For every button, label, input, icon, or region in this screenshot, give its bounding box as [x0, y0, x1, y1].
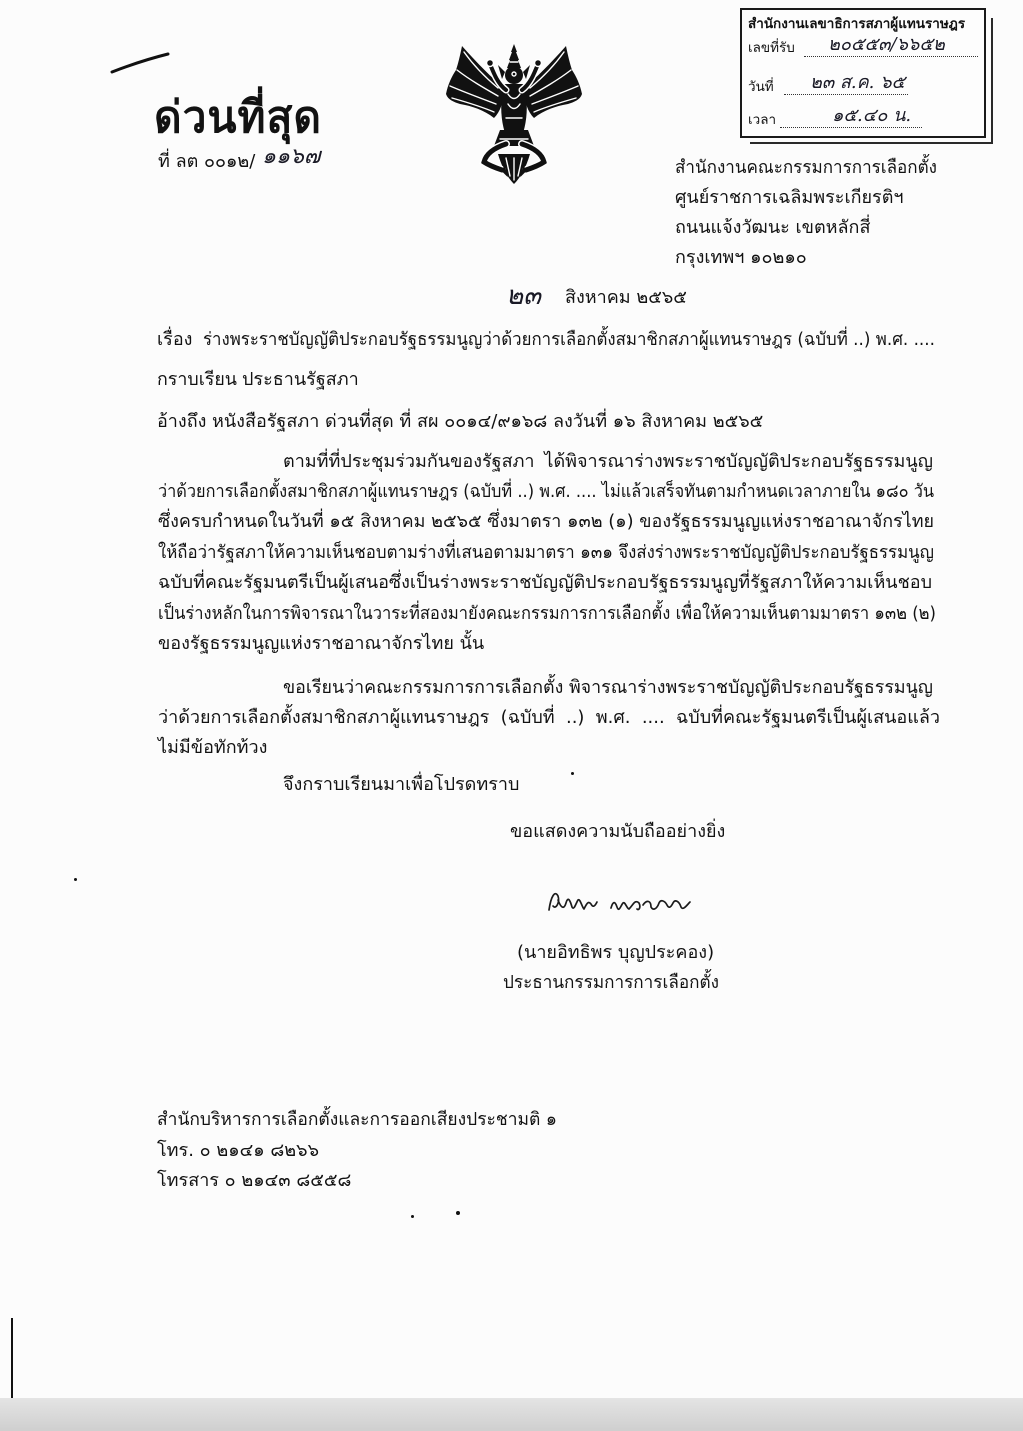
- scan-speck: [456, 1211, 460, 1215]
- stamp-time-value: ๑๕.๔๐ น.: [832, 105, 912, 126]
- footer-phone: โทร. ๐ ๒๑๔๑ ๘๒๖๖: [157, 1140, 320, 1161]
- recipient-text: ประธานรัฐสภา: [242, 369, 359, 390]
- body-line: ตามที่ที่ประชุมร่วมกันของรัฐสภา ได้พิจารณาร่างพระราชบัญญัติประกอบรัฐธรรมนูญ: [283, 451, 934, 472]
- receipt-stamp: [740, 8, 986, 138]
- footer-fax: โทรสาร ๐ ๒๑๔๓ ๘๕๕๘: [157, 1170, 352, 1191]
- subject-text: ร่างพระราชบัญญัติประกอบรัฐธรรมนูญว่าด้วยการเลือกตั้งสมาชิกสภาผู้แทนราษฎร (ฉบับที่ ..) พ.ศ. ....: [203, 329, 935, 350]
- closing-salutation: ขอแสดงความนับถืออย่างยิ่ง: [510, 821, 726, 842]
- body-line: ฉบับที่คณะรัฐมนตรีเป็นผู้เสนอซึ่งเป็นร่างพระราชบัญญัติประกอบรัฐธรรมนูญที่รัฐสภาให้ความเห็นชอบ: [158, 572, 933, 593]
- closing-statement: จึงกราบเรียนมาเพื่อโปรดทราบ: [283, 774, 520, 795]
- date-month-year: สิงหาคม ๒๕๖๕: [565, 287, 687, 308]
- stamp-office: สำนักงานเลขาธิการสภาผู้แทนราษฎร: [748, 16, 966, 32]
- date-day-handwritten: ๒๓: [506, 281, 541, 311]
- footer-department: สำนักบริหารการเลือกตั้งและการออกเสียงประชามติ ๑: [157, 1109, 558, 1130]
- body-line: เป็นร่างหลักในการพิจารณาในวาระที่สองมายังคณะกรรมการการเลือกตั้ง เพื่อให้ความเห็นตามมาตรา ๑๓๒ (๒): [158, 603, 937, 624]
- address-line: ศูนย์ราชการเฉลิมพระเกียรติฯ: [675, 187, 904, 208]
- scan-speck: [571, 772, 574, 775]
- scan-speck: [74, 878, 77, 881]
- body-line: ว่าด้วยการเลือกตั้งสมาชิกสภาผู้แทนราษฎร (ฉบับที่ ..) พ.ศ. .... ไม่แล้วเสร็จทันตามกำหนดเวลาภายใน ๑๘๐ วัน: [158, 481, 935, 502]
- scan-speck: [411, 1215, 414, 1218]
- urgency-heading: ด่วนที่สุด: [154, 92, 322, 143]
- document-number-handwritten: ๑๑๖๗: [262, 144, 321, 169]
- reference-text: หนังสือรัฐสภา ด่วนที่สุด ที่ สผ ๐๐๑๔/๙๑๖๘ ลงวันที่ ๑๖ สิงหาคม ๒๕๖๕: [212, 411, 764, 432]
- body-line: ไม่มีข้อทักท้วง: [158, 737, 268, 758]
- document-number-prefix: ที่ ลต ๐๐๑๒/: [158, 151, 256, 172]
- stamp-number-value: ๒๐๕๕๓/๖๖๕๒: [828, 34, 945, 55]
- signature: [545, 886, 695, 924]
- reference-label: อ้างถึง: [157, 411, 207, 432]
- stamp-number-label: เลขที่รับ: [748, 40, 795, 56]
- body-line: ขอเรียนว่าคณะกรรมการการเลือกตั้ง พิจารณาร่างพระราชบัญญัติประกอบรัฐธรรมนูญ: [283, 677, 933, 698]
- recipient-label: กราบเรียน: [157, 369, 237, 390]
- address-line: สำนักงานคณะกรรมการการเลือกตั้ง: [675, 157, 938, 178]
- stamp-time-label: เวลา: [748, 112, 777, 128]
- stamp-date-label: วันที่: [748, 79, 774, 95]
- address-line: ถนนแจ้งวัฒนะ เขตหลักสี่: [675, 217, 871, 238]
- signatory-position: ประธานกรรมการการเลือกตั้ง: [503, 972, 719, 993]
- scan-bottom-band: [0, 1398, 1023, 1431]
- signatory-name: (นายอิทธิพร บุญประคอง): [517, 942, 715, 963]
- pen-stroke: [108, 48, 172, 78]
- subject-label: เรื่อง: [157, 329, 193, 350]
- stamp-date-value: ๒๓ ส.ค. ๖๕: [810, 72, 906, 93]
- body-line: ให้ถือว่ารัฐสภาให้ความเห็นชอบตามร่างที่เสนอตามมาตรา ๑๓๑ จึงส่งร่างพระราชบัญญัติประกอบรัฐธรรมนูญ: [158, 542, 934, 563]
- garuda-emblem: [444, 44, 584, 184]
- address-line: กรุงเทพฯ ๑๐๒๑๐: [675, 247, 807, 268]
- body-line: ซึ่งครบกำหนดในวันที่ ๑๕ สิงหาคม ๒๕๖๕ ซึ่งมาตรา ๑๓๒ (๑) ของรัฐธรรมนูญแห่งราชอาณาจักรไทย: [158, 511, 935, 532]
- body-line: ว่าด้วยการเลือกตั้งสมาชิกสภาผู้แทนราษฎร (ฉบับที่ ..) พ.ศ. .... ฉบับที่คณะรัฐมนตรีเป็นผู้เสนอแล้ว: [158, 707, 940, 728]
- body-line: ของรัฐธรรมนูญแห่งราชอาณาจักรไทย นั้น: [158, 633, 485, 654]
